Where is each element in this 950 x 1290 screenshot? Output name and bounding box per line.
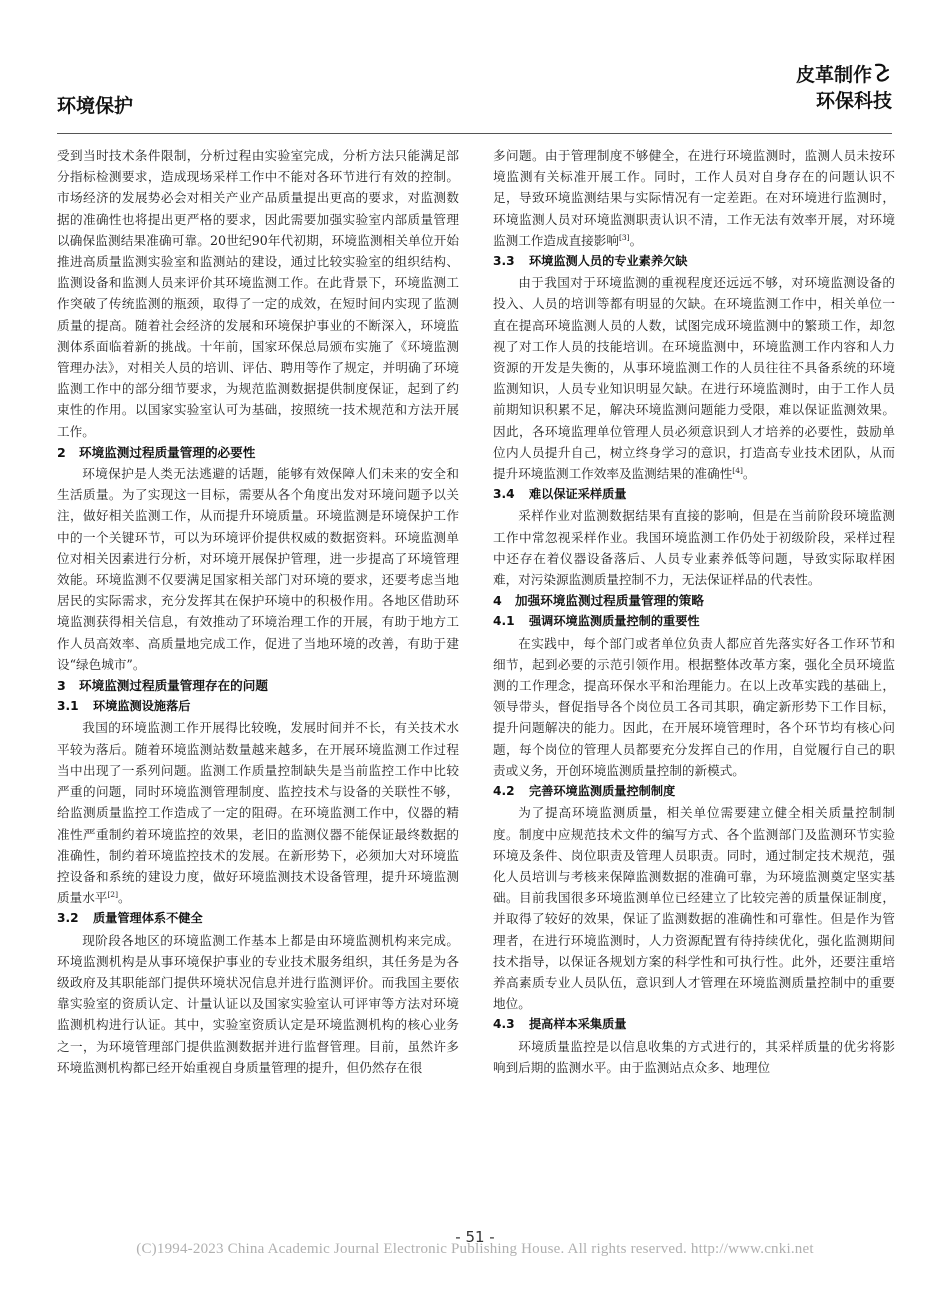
paragraph: 采样作业对监测数据结果有直接的影响，但是在当前阶段环境监测工作中常忽视采样作业。我国环境监测工作仍处于初级阶段，采样过程中还存在着仪器设备落后、人员专业素养低等问题，导致实际取样困难，对污染源监测质量控制不力，无法保证样品的代表性。 [493, 508, 895, 588]
subsection-heading-4-3: 4.3 提高样本采集质量 [493, 1017, 627, 1032]
copyright-watermark: (C)1994-2023 China Academic Journal Electronic Publishing House. All rights reserved. http://www.cnki.net [136, 1241, 814, 1257]
journal-brand [796, 62, 892, 114]
paragraph: 环境保护是人类无法逃避的话题，能够有效保障人们未来的安全和生活质量。为了实现这一目标，需要从各个角度出发对环境问题予以关注，做好相关监测工作，从而提升环境质量。环境监测是环境保护工作中的一个关键环节，可以为环境评价提供权威的数据资料。环境监测单位对相关因素进行分析，对环境开展保护管理，进一步提高了环境管理效能。环境监测不仅要满足国家相关部门对环境的要求，还要考虑当地居民的实际需求，充分发挥其在保护环境中的积极作用。各地区借助环境监测获得相关信息，有效推动了环境治理工作的开展，有助于地方工作人员高效率、高质量地完成工作，促进了当地环境的改善，有助于建设“绿色城市”。 [57, 466, 459, 672]
paragraph: 由于我国对于环境监测的重视程度还远远不够，对环境监测设备的投入、人员的培训等都有明显的欠缺。在环境监测工作中，相关单位一直在提高环境监测人员的人数，试图完成环境监测中的繁琐工作，却忽视了对工作人员的技能培训。在环境监测中，环境监测工作内容和人力资源的开发是失衡的，从事环境监测工作的人员往往不具备系统的环境监测知识，人员专业知识明显欠缺。在进行环境监测时，由于工作人员前期知识积累不足，解决环境监测问题能力受限，难以保证监测效果。因此，各环境监理单位管理人员必须意识到人才培养的必要性，鼓励单位内人员提升自己，树立终身学习的意识，打造高专业技术团队，从而提升环境监测工作效率及监测结果的准确性[4]。 [493, 275, 895, 482]
subsection-heading-3-2: 3.2 质量管理体系不健全 [57, 911, 203, 926]
section-heading-2: 2 环境监测过程质量管理的必要性 [57, 444, 256, 460]
brand-line-1 [796, 62, 892, 88]
header-divider [57, 133, 892, 134]
subsection-heading-4-1: 4.1 强调环境监测质量控制的重要性 [493, 614, 700, 629]
citation-ref[interactable]: [2] [107, 890, 118, 900]
paragraph: 多问题。由于管理制度不够健全，在进行环境监测时，监测人员未按环境监测有关标准开展工作。同时，工作人员对自身存在的问题认识不足，导致环境监测结果与实际情况有一定差距。在对环境进行监测时，环境监测人员对环境监测职责认识不清，工作无法有效率开展，对环境监测工作造成直接影响[3]。 [493, 148, 895, 248]
right-column [493, 145, 895, 1078]
citation-ref[interactable]: [3] [618, 232, 630, 242]
subsection-heading-3-4: 3.4 难以保证采样质量 [493, 487, 627, 502]
left-column [57, 145, 459, 1078]
brand-title-text: 皮革制作 [795, 64, 872, 86]
page-number: - 51 - [455, 1228, 495, 1246]
brand-line-2: 环保科技 [815, 90, 892, 112]
subsection-heading-4-2: 4.2 完善环境监测质量控制制度 [493, 784, 676, 799]
section-heading-3: 3 环境监测过程质量管理存在的问题 [57, 678, 268, 694]
paragraph: 环境质量监控是以信息收集的方式进行的，其采样质量的优劣将影响到后期的监测水平。由于监测站点众多、地理位 [493, 1038, 895, 1075]
paragraph: 现阶段各地区的环境监测工作基本上都是由环境监测机构来完成。环境监测机构是从事环境保护事业的专业技术服务组织，其任务是为各级政府及其职能部门提供环境状况信息并进行监测评价。而我国主要依靠实验室的资质认定、计量认证以及国家实验室认可评审等方法对环境监测机构进行认证。其中，实验室资质认定是环境监测机构的核心业务之一，为环境管理部门提供监测数据并进行监督管理。目前，虽然许多环境监测机构都已经开始重视自身质量管理的提升，但仍然存在很 [57, 932, 459, 1075]
section-heading-4: 4 加强环境监测过程质量管理的策略 [493, 593, 704, 609]
citation-ref[interactable]: [4] [732, 466, 743, 476]
paragraph: 在实践中，每个部门或者单位负责人都应首先落实好各工作环节和细节，起到必要的示范引领作用。根据整体改革方案，强化全员环境监测的工作理念，提高环保水平和治理能力。在以上改革实践的基础上，领导带头，督促指导各个岗位员工各司其职，确定新形势下工作目标，提升问题解决的能力。因此，在开展环境管理时，各个环节均有核心问题，每个岗位的管理人员都要充分发挥自己的作用，自觉履行自己的职责或义务，开创环境监测质量控制的新模式。 [493, 635, 895, 778]
subsection-heading-3-3: 3.3 环境监测人员的专业素养欠缺 [493, 254, 688, 269]
paragraph: 我国的环境监测工作开展得比较晚，发展时间并不长，有关技术水平较为落后。随着环境监测站数量越来越多，在开展环境监测工作过程当中出现了一系列问题。监测工作质量控制缺失是当前监控工作中比较严重的问题，同时环境监测管理制度、监控技术与设备的关联性不够，给监测质量监控工作造成了一定的阻碍。在环境监测工作中，仪器的精准性严重制约着环境监控的效果，老旧的监测仪器不能保证最终数据的准确性，制约着环境监控技术的发展。在新形势下，必须加大对环境监控设备和系统的建设力度，做好环境监测技术设备管理，提升环境监测质量水平[2]。 [57, 720, 459, 906]
brand-logo-icon [872, 62, 892, 84]
journal-section-label: 环境保护 [57, 95, 134, 117]
paragraph: 受到当时技术条件限制，分析过程由实验室完成，分析方法只能满足部分指标检测要求，造成现场采样工作中不能对各环节进行有效的控制。市场经济的发展势必会对相关产业产品质量提出更高的要求，对监测数据的准确性也将提出更严格的要求，因此需要加强实验室内部质量管理以确保监测结果准确可靠。20世纪90年代初期，环境监测相关单位开始推进高质量监测实验室和监测站的建设，通过比较实验室的组织结构、监测设备和监测人员来评价其环境监测工作。在此背景下，环境监测工作突破了传统监测的瓶颈，取得了一定的成效，在短时间内实现了监测质量的提高。随着社会经济的发展和环境保护事业的不断深入，环境监测体系面临着新的挑战。十年前，国家环保总局颁布实施了《环境监测管理办法》，对相关人员的培训、评估、聘用等作了规定，并明确了环境监测工作中的部分细节要求，为规范监测数据提供制度保证，起到了约束性的作用。以国家实验室认可为基础，按照统一技术规范和方法开展工作。 [57, 148, 459, 439]
subsection-heading-3-1: 3.1 环境监测设施落后 [57, 699, 191, 714]
page-header [0, 0, 950, 140]
paragraph: 为了提高环境监测质量，相关单位需要建立健全相关质量控制制度。制度中应规范技术文件的编写方式、各个监测部门及监测环节实验环境及条件、岗位职责及管理人员职责。同时，通过制定技术规范，强化人员培训与考核来保障监测数据的准确可靠，为环境监测奠定坚实基础。目前我国很多环境监测单位已经建立了比较完善的质量保证制度，并取得了较好的效果，保证了监测数据的准确性和可靠性。但是作为管理者，在进行环境监测时，人力资源配置有待持续优化，强化监测期间技术指导，以保证各规划方案的科学性和可执行性。此外，还要注重培养高素质专业人员队伍，意识到人才管理在环境监测质量控制中的重要地位。 [493, 805, 895, 1012]
